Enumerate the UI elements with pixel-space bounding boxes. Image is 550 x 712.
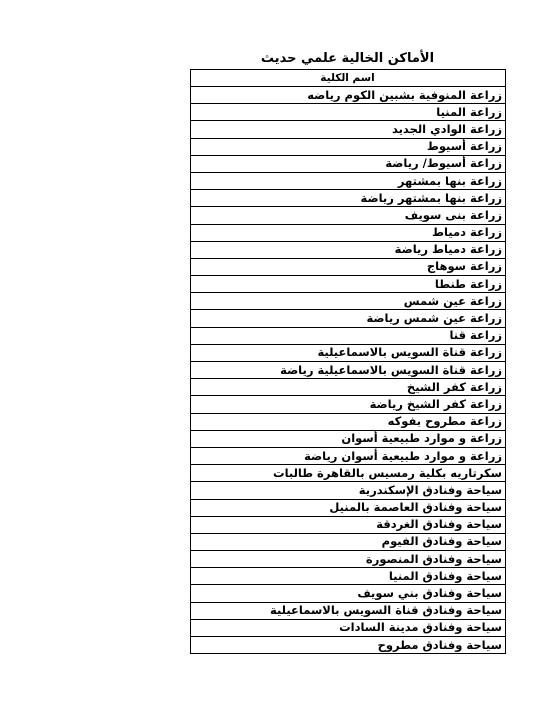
college-name-cell: زراعة قناة السويس بالاسماعيلية: [191, 344, 506, 361]
college-name-cell: سياحة وفنادق الإسكندرية: [191, 482, 506, 499]
colleges-table: [190, 69, 506, 654]
table-row: [191, 172, 506, 189]
table-header-row: [191, 70, 506, 87]
table-row: [191, 619, 506, 636]
college-name-cell: زراعة دمياط: [191, 224, 506, 241]
college-name-cell: زراعة و موارد طبيعية أسوان: [191, 430, 506, 447]
table-row: [191, 224, 506, 241]
page-title: الأماكن الخالية علمي حديث: [260, 51, 435, 66]
table-row: [191, 533, 506, 550]
table-row: [191, 602, 506, 619]
table-row: [191, 190, 506, 207]
table-row: [191, 241, 506, 258]
table-row: [191, 362, 506, 379]
table-row: [191, 121, 506, 138]
college-name-cell: سياحة وفنادق مطروح: [191, 637, 506, 654]
college-name-cell: زراعة بنها بمشتهر: [191, 172, 506, 189]
table-body: [191, 87, 506, 654]
table-row: [191, 87, 506, 104]
college-name-cell: سياحة وفنادق قناة السويس بالاسماعيلية: [191, 602, 506, 619]
table-row: [191, 310, 506, 327]
table-row: [191, 585, 506, 602]
table-row: [191, 138, 506, 155]
college-name-cell: زراعة عين شمس: [191, 293, 506, 310]
table-row: [191, 104, 506, 121]
college-name-cell: زراعة أسيوط/ رياضة: [191, 155, 506, 172]
college-name-cell: زراعة كفر الشيخ: [191, 379, 506, 396]
table-row: [191, 499, 506, 516]
college-name-cell: زراعة قناة السويس بالاسماعيلية رياضة: [191, 362, 506, 379]
college-name-cell: سياحة وفنادق بني سويف: [191, 585, 506, 602]
college-name-cell: زراعة و موارد طبيعية أسوان رياضة: [191, 447, 506, 464]
college-name-cell: سياحة وفنادق الغردقة: [191, 516, 506, 533]
table-row: [191, 465, 506, 482]
college-name-cell: زراعة دمياط رياضة: [191, 241, 506, 258]
table-row: [191, 258, 506, 275]
table-row: [191, 447, 506, 464]
college-name-cell: زراعة المنيا: [191, 104, 506, 121]
college-name-cell: زراعة مطروح بفوكه: [191, 413, 506, 430]
table-row: [191, 551, 506, 568]
table-row: [191, 276, 506, 293]
table-row: [191, 516, 506, 533]
college-name-cell: زراعة سوهاج: [191, 258, 506, 275]
table-row: [191, 207, 506, 224]
college-name-cell: سياحة وفنادق الفيوم: [191, 533, 506, 550]
college-name-cell: سياحة وفنادق العاصمة بالمنيل: [191, 499, 506, 516]
table-row: [191, 327, 506, 344]
table-row: [191, 430, 506, 447]
college-name-cell: زراعة الوادي الجديد: [191, 121, 506, 138]
column-header-college-name: اسم الكلية: [191, 70, 506, 87]
table-row: [191, 637, 506, 654]
table-row: [191, 293, 506, 310]
college-name-cell: زراعة بنى سويف: [191, 207, 506, 224]
college-name-cell: سكرتاريه بكلية رمسيس بالقاهرة طالبات: [191, 465, 506, 482]
college-name-cell: سياحة وفنادق مدينة السادات: [191, 619, 506, 636]
college-name-cell: زراعة قنا: [191, 327, 506, 344]
college-name-cell: زراعة عين شمس رياضة: [191, 310, 506, 327]
college-name-cell: سياحة وفنادق المنصورة: [191, 551, 506, 568]
table-row: [191, 344, 506, 361]
college-name-cell: زراعة المنوفية بشبين الكوم رياضه: [191, 87, 506, 104]
table-row: [191, 482, 506, 499]
table-row: [191, 379, 506, 396]
college-name-cell: سياحة وفنادق المنيا: [191, 568, 506, 585]
table-row: [191, 155, 506, 172]
college-name-cell: زراعة بنها بمشتهر رياضة: [191, 190, 506, 207]
college-name-cell: زراعة كفر الشيخ رياضة: [191, 396, 506, 413]
table-row: [191, 396, 506, 413]
college-name-cell: زراعة أسيوط: [191, 138, 506, 155]
table-row: [191, 568, 506, 585]
college-name-cell: زراعة طنطا: [191, 276, 506, 293]
table-row: [191, 413, 506, 430]
